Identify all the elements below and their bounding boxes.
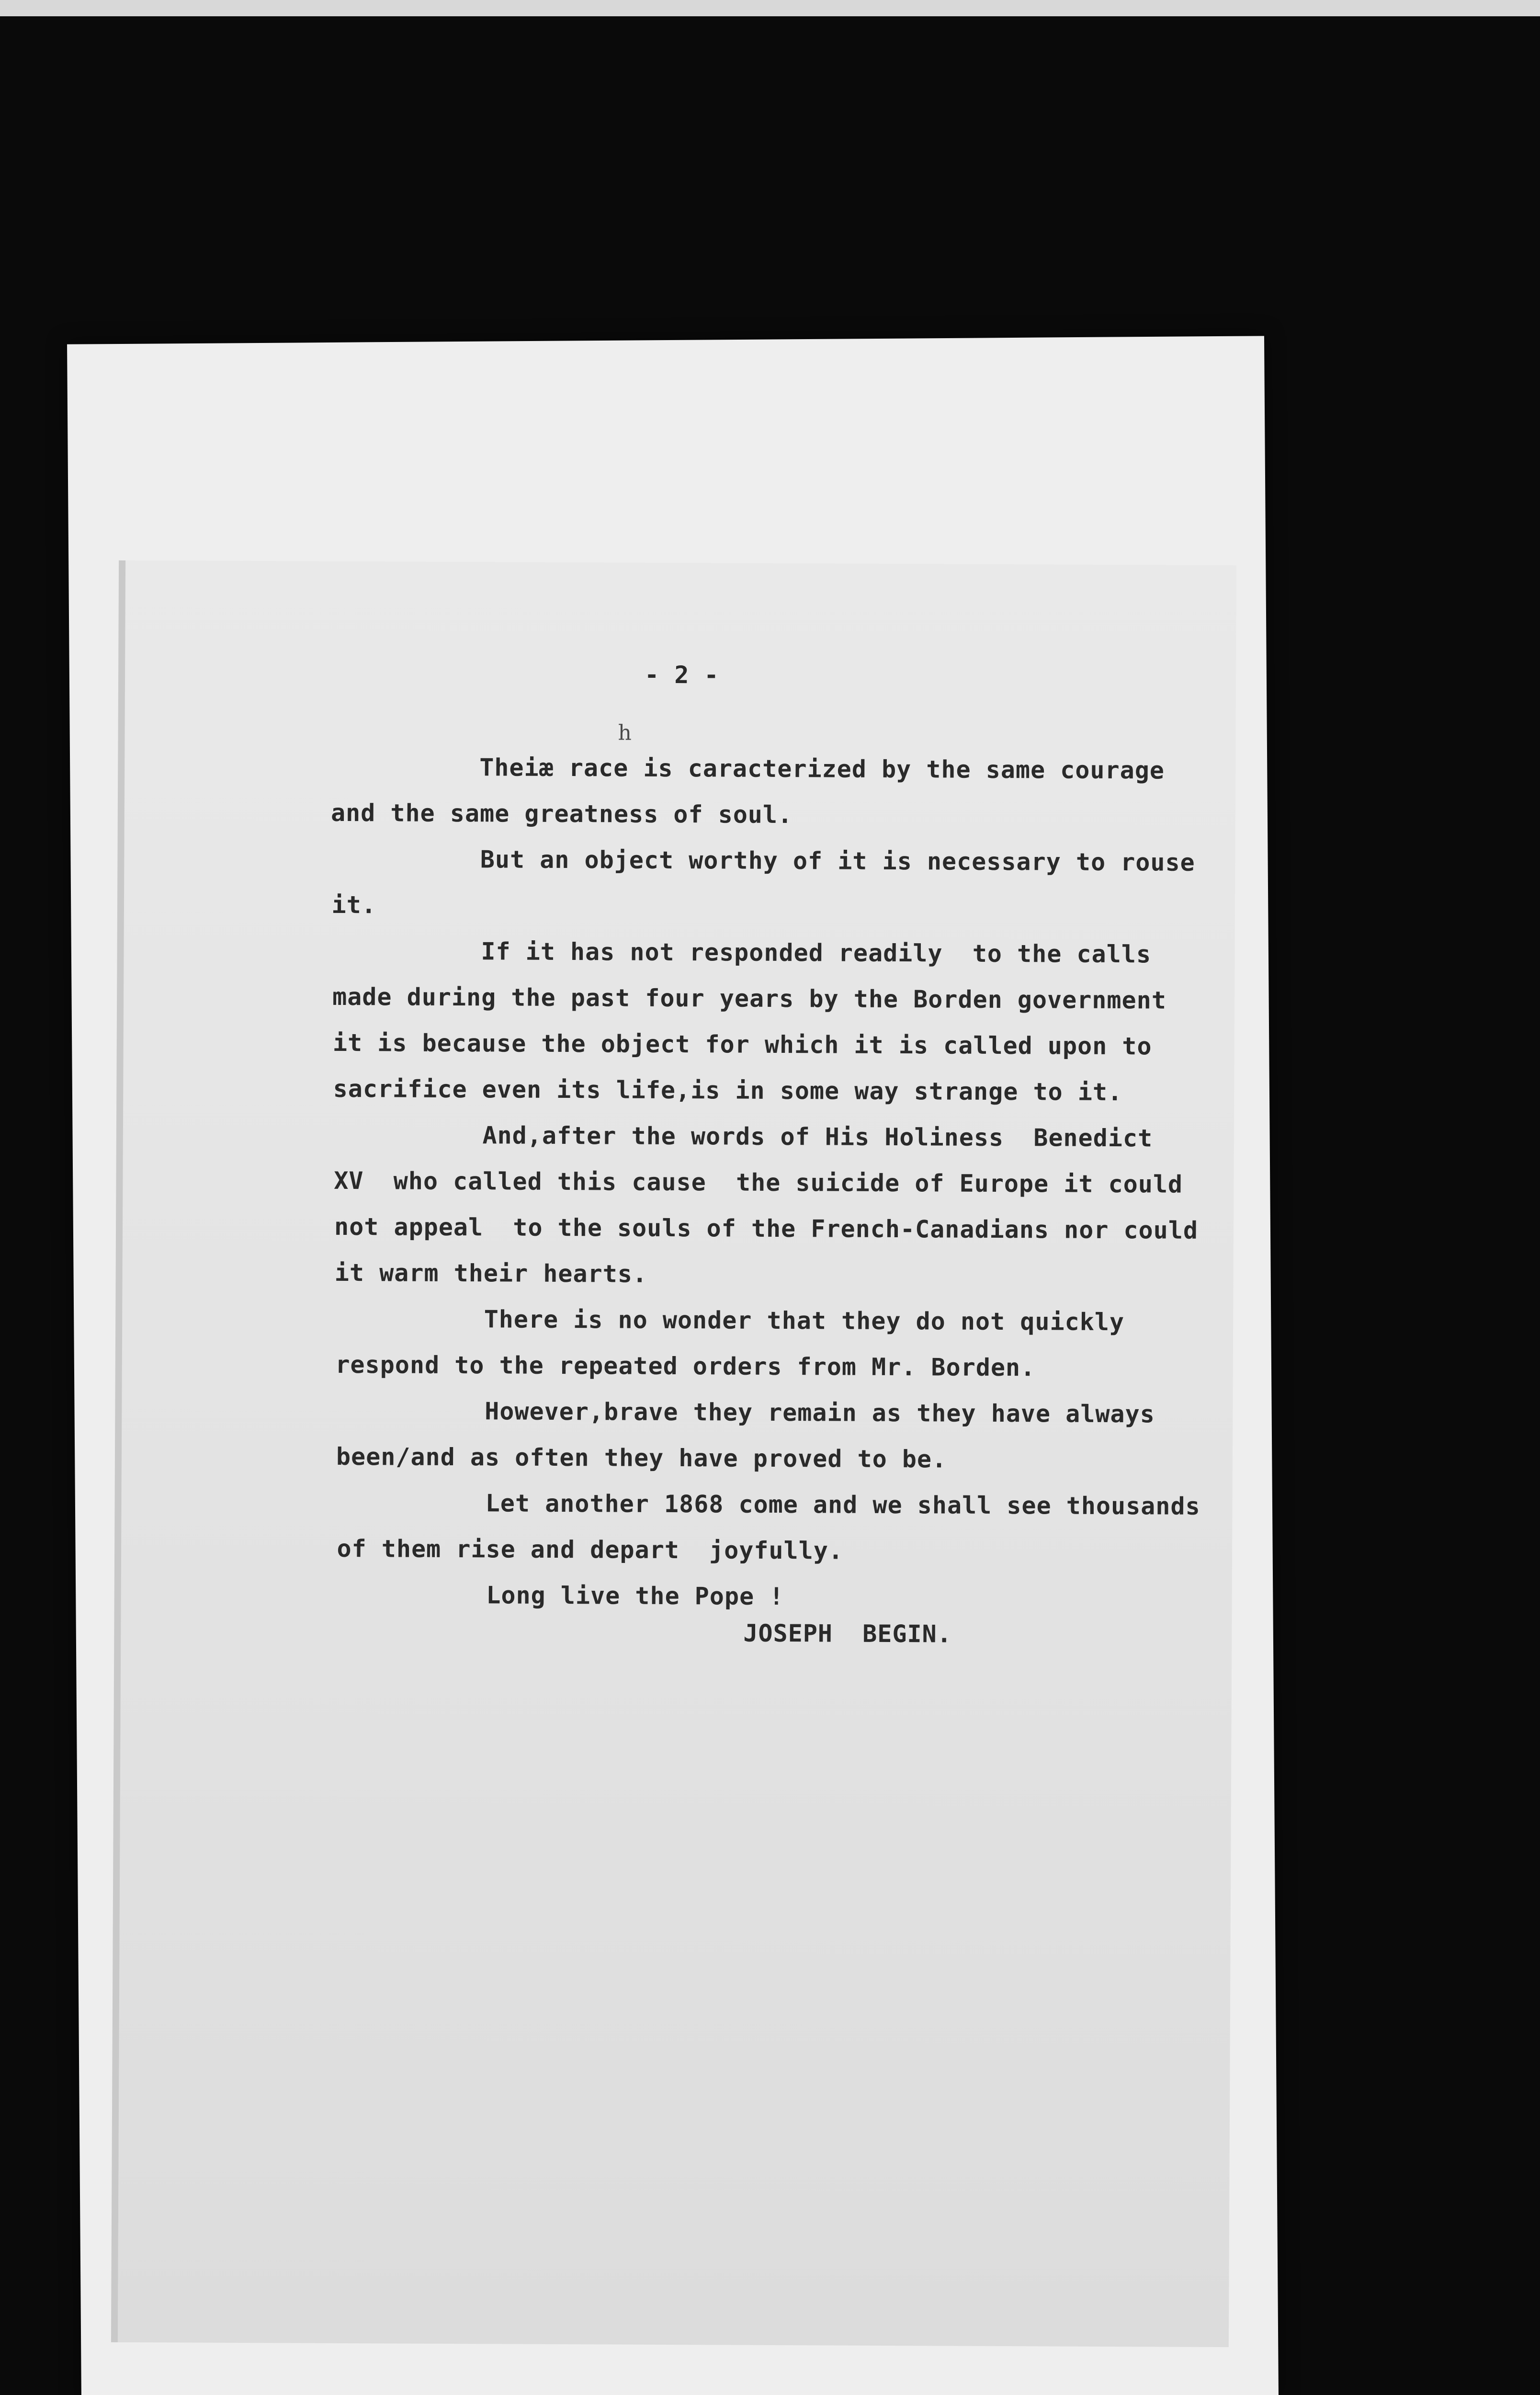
letter-line: it is because the object for which it is called upon to [332, 1028, 1152, 1061]
letter-line: not appeal to the souls of the French-Canadians nor could [334, 1212, 1199, 1244]
letter-line: it warm their hearts. [334, 1258, 648, 1288]
letter-line: been/and as often they have proved to be. [336, 1442, 947, 1473]
letter-line: and the same greatness of soul. [330, 798, 793, 829]
signature: JOSEPH BEGIN. [743, 1619, 952, 1648]
letter-line: However,brave they remain as they have always [336, 1396, 1155, 1428]
letter-line: And,after the words of His Holiness Benedict [333, 1120, 1153, 1152]
letter-line: sacrifice even its life,is in some way strange to it. [333, 1074, 1123, 1106]
letter-line: made during the past four years by the Borden government [332, 982, 1167, 1015]
letter-line: Theiæ race is caracterized by the same courage [330, 753, 1165, 785]
letter-line: respond to the repeated orders from Mr. Borden. [335, 1350, 1036, 1382]
letter-line: There is no wonder that they do not quickly [335, 1304, 1125, 1336]
letter-body [118, 560, 1236, 2347]
letter-line: of them rise and depart joyfully. [337, 1534, 844, 1565]
letter-page [111, 560, 1236, 2347]
letter-line: But an object worthy of it is necessary to rouse [331, 844, 1195, 877]
letter-line: it. [331, 890, 377, 919]
top-strip [0, 0, 1540, 16]
letter-line: Long live the Pope ! [337, 1580, 784, 1611]
letter-line: Let another 1868 come and we shall see thousands [336, 1488, 1200, 1520]
letter-line: If it has not responded readily to the calls [332, 936, 1152, 969]
handwritten-correction: h [618, 720, 633, 745]
page-number: - 2 - [644, 661, 719, 689]
letter-line: XV who called this cause the suicide of Europe it could [334, 1166, 1183, 1198]
